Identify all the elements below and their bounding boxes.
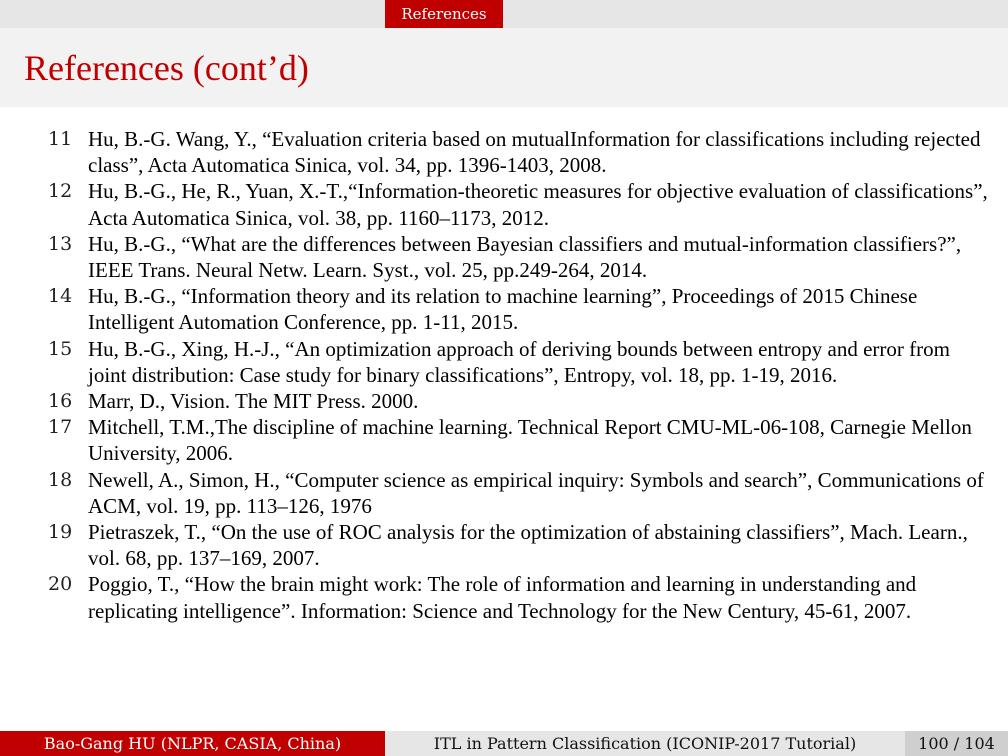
reference-number: 16 <box>48 390 73 413</box>
reference-text: Hu, B.-G., He, R., Yuan, X.-T.,“Information-theoretic measures for objective evaluation of classifications”, Acta Automatica Sinica, vol. 38, pp. 1160–1173, 2012. <box>88 179 988 230</box>
reference-text: Poggio, T., “How the brain might work: The role of information and learning in understanding and replicating intelligence”. Information: Science and Technology for the New Century, 45-61, 2007. <box>88 572 917 623</box>
reference-number: 15 <box>48 337 73 360</box>
top-navigation-bar <box>0 0 1008 28</box>
reference-item <box>48 571 993 623</box>
reference-item <box>48 283 993 335</box>
reference-text: Hu, B.-G., “Information theory and its relation to machine learning”, Proceedings of 2015 Chinese Intelligent Automation Conference, pp. 1-11, 2015. <box>88 284 918 335</box>
slide-title: References (cont’d) <box>24 48 309 88</box>
reference-number: 11 <box>48 128 73 150</box>
footer-bar <box>0 731 1008 756</box>
reference-text: Marr, D., Vision. The MIT Press. 2000. <box>88 389 419 414</box>
reference-number: 14 <box>48 285 73 308</box>
reference-item <box>48 467 993 519</box>
reference-item <box>48 126 993 178</box>
reference-text: Hu, B.-G. Wang, Y., “Evaluation criteria based on mutualInformation for classifications including rejected class”, Acta Automatica Sinica, vol. 34, pp. 1396-1403, 2008. <box>88 127 981 178</box>
reference-text: Hu, B.-G., Xing, H.-J., “An optimization approach of deriving bounds between entropy and error from joint distribution: Case study for binary classifications”, Entropy, vol. 18, pp. 1-19, 2016. <box>88 336 950 387</box>
reference-text: Mitchell, T.M.,The discipline of machine learning. Technical Report CMU-ML-06-108, Carnegie Mellon University, 2006. <box>88 415 972 466</box>
footer-talk-title: ITL in Pattern Classification (ICONIP-2017 Tutorial) <box>385 731 905 756</box>
reference-number: 19 <box>48 521 73 544</box>
reference-list <box>48 126 993 624</box>
reference-text: Newell, A., Simon, H., “Computer science as empirical inquiry: Symbols and search”, Communications of ACM, vol. 19, pp. 113–126, 1976 <box>88 467 984 518</box>
reference-number: 18 <box>48 468 73 491</box>
footer-author: Bao-Gang HU (NLPR, CASIA, China) <box>0 731 385 756</box>
reference-number: 12 <box>48 180 73 203</box>
reference-number: 20 <box>48 573 73 596</box>
reference-number: 13 <box>48 232 73 255</box>
reference-item <box>48 414 993 466</box>
reference-item <box>48 231 993 283</box>
reference-text: Pietraszek, T., “On the use of ROC analysis for the optimization of abstaining classifiers”, Mach. Learn., vol. 68, pp. 137–169, 2007. <box>88 520 968 571</box>
section-tab-references[interactable]: References <box>385 0 503 28</box>
reference-text: Hu, B.-G., “What are the differences between Bayesian classifiers and mutual-information classifiers?”, IEEE Trans. Neural Netw. Learn. Syst., vol. 25, pp.249-264, 2014. <box>88 231 962 283</box>
reference-number: 17 <box>48 416 73 439</box>
reference-item <box>48 388 993 414</box>
footer-page-number: 100 / 104 <box>905 731 1008 756</box>
reference-item <box>48 178 993 230</box>
reference-item <box>48 519 993 571</box>
reference-item <box>48 336 993 388</box>
